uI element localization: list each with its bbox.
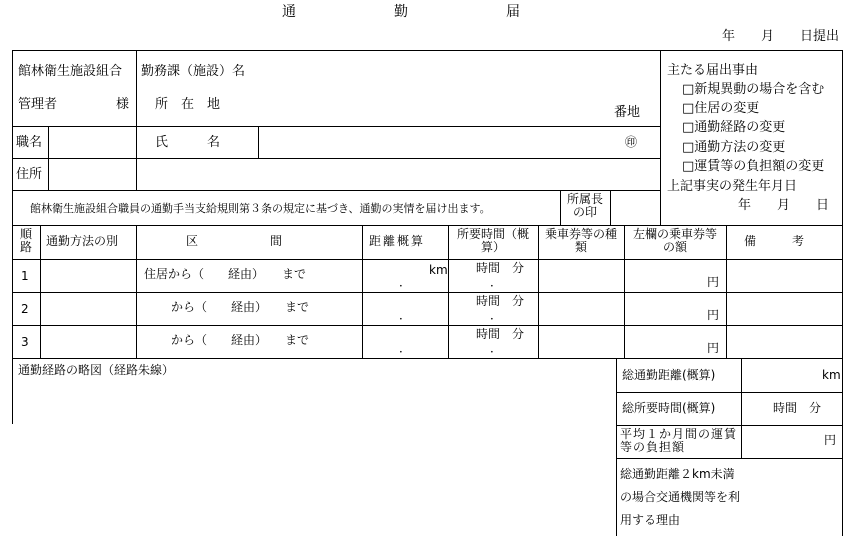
- reason-item-method[interactable]: □通勤方法の変更: [682, 140, 786, 155]
- divider-reasons: [660, 50, 661, 225]
- route-yen[interactable]: 円: [707, 275, 720, 289]
- divider-seal-left: [560, 190, 561, 225]
- route-section[interactable]: 住居から（ 経由） まで: [144, 267, 307, 281]
- route-time[interactable]: 時間 分: [476, 261, 525, 275]
- reason-item-residence[interactable]: □住居の変更: [682, 101, 760, 116]
- total-time-unit[interactable]: 時間 分: [773, 401, 822, 415]
- col-method: 通勤方法の別: [46, 234, 119, 248]
- total-distance-label: 総通勤距離(概算): [622, 368, 716, 382]
- rule-summary3: [616, 458, 842, 459]
- route-yen[interactable]: 円: [707, 308, 720, 322]
- org-name: 館林衛生施設組合: [18, 64, 123, 79]
- col-order: 順路: [19, 227, 32, 254]
- sama-label: 様: [116, 97, 130, 112]
- col-line-distance: [448, 225, 449, 358]
- reason-item-route[interactable]: □通勤経路の変更: [682, 120, 786, 135]
- rule-summary1: [616, 392, 842, 393]
- route-distance-dot[interactable]: ．: [399, 341, 412, 355]
- shokumei-label: 職名: [16, 135, 43, 150]
- col-line-fare: [726, 225, 727, 358]
- col-section: 区 間: [186, 234, 283, 248]
- shimei-label: 氏 名: [155, 135, 221, 150]
- jusho-label: 住所: [16, 167, 43, 182]
- route-section[interactable]: から（ 経由） まで: [171, 300, 310, 314]
- col-note: 備 考: [744, 234, 805, 248]
- border-right: [842, 50, 843, 536]
- address-label: 所 在 地: [155, 97, 221, 112]
- col-time: 所要時間（概算）: [456, 227, 529, 254]
- summary-mid: [741, 358, 742, 458]
- col-line-ticket: [624, 225, 625, 358]
- total-distance-unit[interactable]: km: [822, 368, 841, 382]
- route-time[interactable]: 時間 分: [476, 294, 525, 308]
- occurrence-date: 年 月 日: [738, 198, 830, 213]
- dept-name: 勤務課（施設）名: [141, 64, 246, 79]
- total-time-label: 総所要時間(概算): [622, 401, 716, 415]
- statement-text: 館林衛生施設組合職員の通勤手当支給規則第３条の規定に基づき、通勤の実情を届け出ます。: [30, 202, 491, 215]
- route-yen[interactable]: 円: [707, 341, 720, 355]
- monthly-fare-unit[interactable]: 円: [824, 433, 837, 447]
- summary-left: [616, 358, 617, 536]
- col-line-method: [136, 225, 137, 358]
- monthly-fare-label: 平均１か月間の運賃等の負担額: [620, 427, 738, 454]
- divider-org: [136, 50, 137, 190]
- route-time-dot: ．: [490, 275, 503, 289]
- rule-address: [12, 190, 660, 191]
- route-no: 1: [21, 269, 29, 283]
- banchi-label: 番地: [614, 105, 641, 120]
- occurrence-label: 上記事実の発生年月日: [667, 179, 798, 194]
- seal-mark: ㊞: [625, 135, 638, 149]
- route-time-dot: ．: [490, 341, 503, 355]
- submission-date: 年 月 日提出: [722, 29, 840, 44]
- short-distance-reason-label: 総通勤距離２km未満の場合交通機関等を利用する理由: [620, 467, 741, 527]
- divider-label: [258, 126, 259, 158]
- rule-header: [12, 126, 660, 127]
- rule-summary2: [616, 425, 842, 426]
- col-distance: 距離概算: [369, 234, 426, 248]
- route-distance-dot[interactable]: ．: [399, 308, 412, 322]
- route-time-dot: ．: [490, 308, 503, 322]
- divider-jusho: [48, 158, 49, 190]
- border-left: [12, 50, 13, 424]
- route-no: 2: [21, 302, 29, 316]
- divider-shokumei: [48, 126, 49, 158]
- supervisor-seal-label: 所属長の印: [566, 192, 603, 219]
- col-line-order: [40, 225, 41, 358]
- route-km-unit: km: [429, 263, 448, 277]
- divider-seal-right: [610, 190, 611, 225]
- manager-label: 管理者: [18, 97, 58, 112]
- route-no: 3: [21, 335, 29, 349]
- route-section[interactable]: から（ 経由） まで: [171, 333, 310, 347]
- route-time[interactable]: 時間 分: [476, 327, 525, 341]
- reason-item-new[interactable]: □新規異動の場合を含む: [682, 82, 825, 97]
- col-line-section: [362, 225, 363, 358]
- reason-item-fare[interactable]: □運賃等の負担額の変更: [682, 159, 825, 174]
- col-fare: 左欄の乗車券等の額: [632, 227, 717, 254]
- rule-row3: [12, 358, 842, 359]
- route-distance-dot[interactable]: ．: [399, 275, 412, 289]
- route-map-label: 通勤経路の略図（経路朱線）: [18, 363, 175, 377]
- page-title: 通 勤 届: [282, 4, 520, 20]
- col-ticket: 乗車券等の種類: [544, 227, 617, 254]
- col-line-time: [538, 225, 539, 358]
- rule-name: [12, 158, 660, 159]
- reasons-title: 主たる届出事由: [667, 63, 759, 78]
